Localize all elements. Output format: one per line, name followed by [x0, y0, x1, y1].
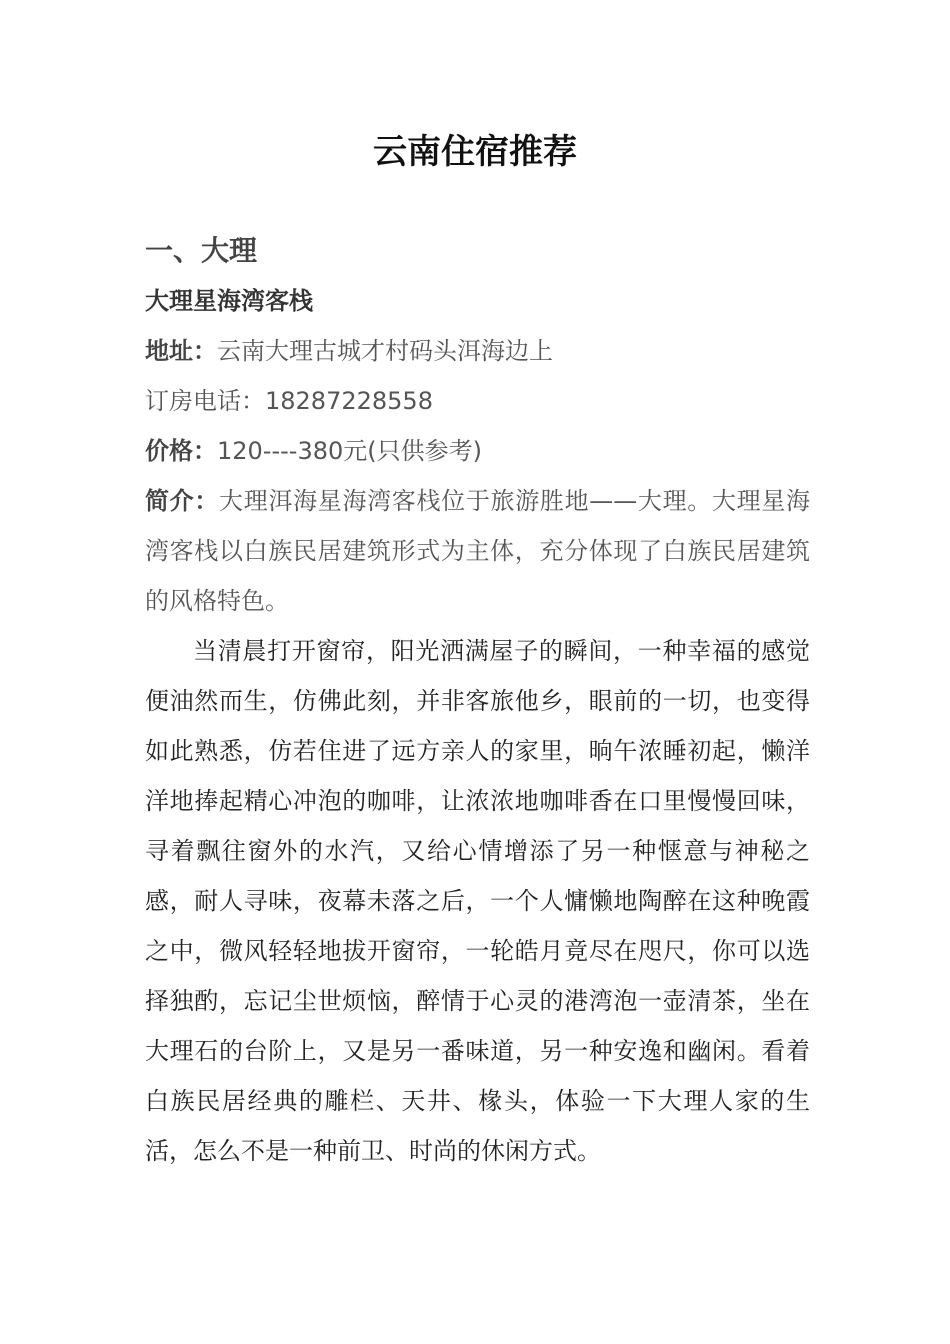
address-line: [145, 326, 810, 376]
address-label: 地址：: [145, 337, 217, 365]
intro-label: 简介：: [145, 487, 220, 515]
intro-paragraph: [145, 476, 810, 626]
section-heading: 一、大理: [145, 234, 258, 267]
hotel-name: 大理星海湾客栈: [145, 287, 313, 315]
price-line: [145, 426, 810, 476]
document-title: 云南住宿推荐: [373, 132, 577, 172]
price-value: 120----380元(只供参考): [217, 437, 482, 465]
story-paragraph: 当清晨打开窗帘，阳光洒满屋子的瞬间，一种幸福的感觉便油然而生，仿佛此刻，并非客旅他乡，眼前的一切，也变得如此熟悉，仿若住进了远方亲人的家里，晌午浓睡初起，懒洋洋地捧起精心冲泡的咖啡，让浓浓地咖啡香在口里慢慢回味，寻着飘往窗外的水汽，又给心情增添了另一种惬意与神秘之感，耐人寻味，夜幕未落之后，一个人慵懒地陶醉在这种晚霞之中，微风轻轻地拔开窗帘，一轮皓月竟尽在咫尺，你可以选择独酌，忘记尘世烦恼，醉情于心灵的港湾泡一壶清茶，坐在大理石的台阶上，又是另一番味道，另一种安逸和幽闲。看着白族民居经典的雕栏、天井、椽头，体验一下大理人家的生活，怎么不是一种前卫、时尚的休闲方式。: [145, 637, 810, 1165]
phone-line: [145, 376, 810, 426]
phone-value: 18287228558: [265, 387, 433, 415]
document-body: [145, 226, 810, 1176]
address-value: 云南大理古城才村码头洱海边上: [217, 337, 553, 365]
intro-text: 大理洱海星海湾客栈位于旅游胜地——大理。大理星海湾客栈以白族民居建筑形式为主体，充分体现了白族民居建筑的风格特色。: [145, 487, 811, 615]
phone-label: 订房电话：: [145, 387, 265, 415]
price-label: 价格：: [145, 437, 217, 465]
